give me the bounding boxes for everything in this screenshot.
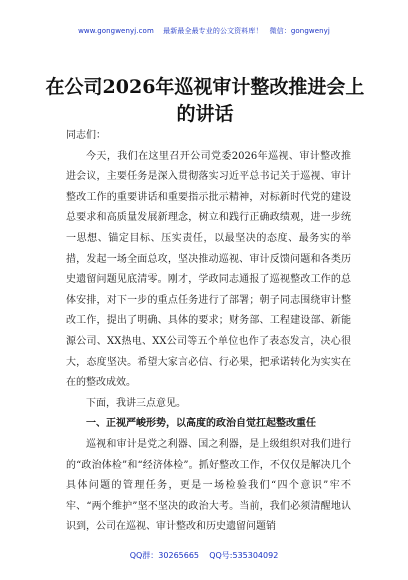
- site-url: www.gongwenyj.com: [78, 27, 154, 35]
- document-body: [66, 126, 351, 538]
- site-header-line: [0, 26, 408, 36]
- paragraph-2: 下面，我讲三点意见。: [86, 397, 186, 409]
- document-title: 在公司2026年巡视审计整改推进会上的讲话: [45, 76, 365, 125]
- qq-number: QQ号:535304092: [209, 551, 279, 560]
- section-heading: 一、正视严峻形势，以高度的政治自觉扛起整改重任: [86, 418, 316, 430]
- site-footer: [0, 550, 408, 561]
- site-wechat: 微信：gongwenyj: [269, 27, 330, 35]
- section-paragraph: 巡视和审计是党之利器、国之利器，是上级组织对我们进行的“政治体检”和“经济体检”。抓好整改工作，不仅仅是解决几个具体问题的管理任务，更是一场检验我们“四个意识”牢不牢、“两个维护”坚不坚决的政治大考。当前，我们必须清醒地认识到，公司在巡视、审计整改和历史遗留问题销: [66, 438, 351, 533]
- qq-group: QQ群：30265665: [129, 551, 200, 560]
- salutation: 同志们：: [66, 130, 106, 141]
- site-slogan: 最新最全最专业的公文资料库！: [163, 27, 263, 35]
- paragraph-1: 今天，我们在这里召开公司党委2026年巡视、审计整改推进会议，主要任务是深入贯彻落实习近平总书记关于巡视、审计整改工作的重要讲话和重要指示批示精神，对标新时代党的建设总要求和高质量发展新理念，树立和践行正确政绩观，进一步统一思想、锚定目标、压实责任，以最坚决的态度、最务实的举措，发起一场全面总攻，坚决推动巡视、审计反馈问题和各类历史遗留问题见底清零。刚才，学政同志通报了巡视整改工作的总体安排，对下一步的重点任务进行了部署；朝子同志围绕审计整改工作，提出了明确、具体的要求；财务部、工程建设部、新能源公司、XX热电、XX公司等五个单位也作了表态发言，决心很大，态度坚决。希望大家言必信、行必果，把承诺转化为实实在在的整改成效。: [66, 150, 351, 389]
